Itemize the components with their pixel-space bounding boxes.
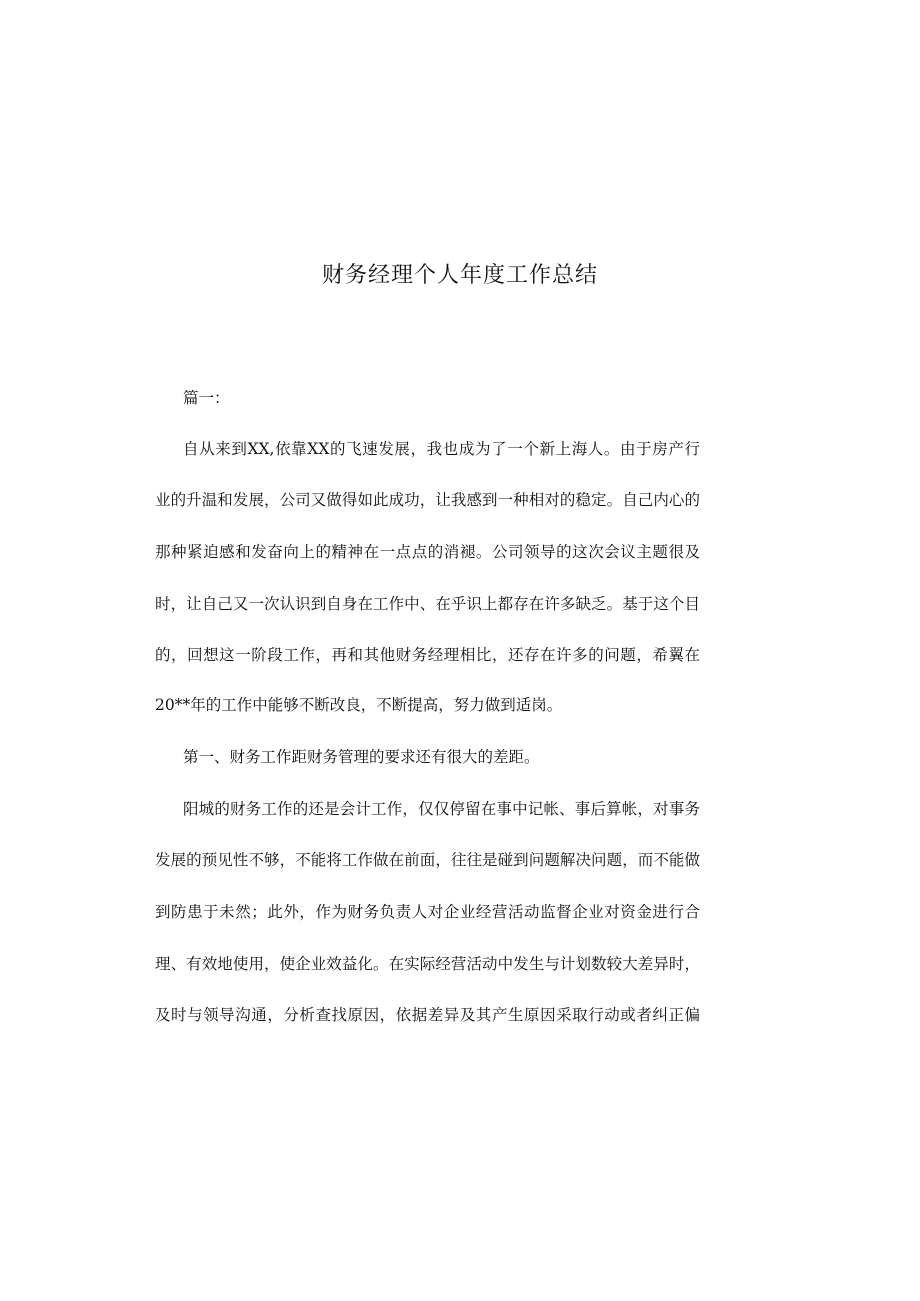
paragraph-line: 时，让自己又一次认识到自身在工作中、在乎识上都存在许多缺乏。基于这个目 xyxy=(155,595,700,613)
section-label: 篇一： xyxy=(183,389,230,407)
paragraph-line: 的，回想这一阶段工作，再和其他财务经理相比，还存在许多的问题，希翼在 xyxy=(155,646,700,664)
document-title: 财务经理个人年度工作总结 xyxy=(321,263,598,288)
paragraph-line: 那种紧迫感和发奋向上的精神在一点点的消褪。公司领导的这次会议主题很及 xyxy=(155,543,700,561)
paragraph-line: 阳城的财务工作的还是会计工作，仅仅停留在事中记帐、事后算帐，对事务 xyxy=(183,800,700,818)
paragraph-line: 理、有效地使用，使企业效益化。在实际经营活动中发生与计划数较大差异时， xyxy=(155,955,700,973)
paragraph-line: 20**年的工作中能够不断改良，不断提高，努力做到适岗。 xyxy=(155,696,563,714)
paragraph-line: 自从来到XX,依靠XX的飞速发展，我也成为了一个新上海人。由于房产行 xyxy=(183,440,700,458)
paragraph-line: 业的升温和发展，公司又做得如此成功，让我感到一种相对的稳定。自己内心的 xyxy=(155,491,700,509)
paragraph-line: 发展的预见性不够，不能将工作做在前面，往往是碰到问题解决问题，而不能做 xyxy=(155,851,700,869)
section-heading: 第一、财务工作距财务管理的要求还有很大的差距。 xyxy=(183,748,540,766)
paragraph-line: 到防患于未然；此外，作为财务负责人对企业经营活动监督企业对资金进行合 xyxy=(155,903,700,921)
paragraph-line: 及时与领导沟通，分析查找原因，依据差异及其产生原因采取行动或者纠正偏 xyxy=(155,1006,700,1024)
